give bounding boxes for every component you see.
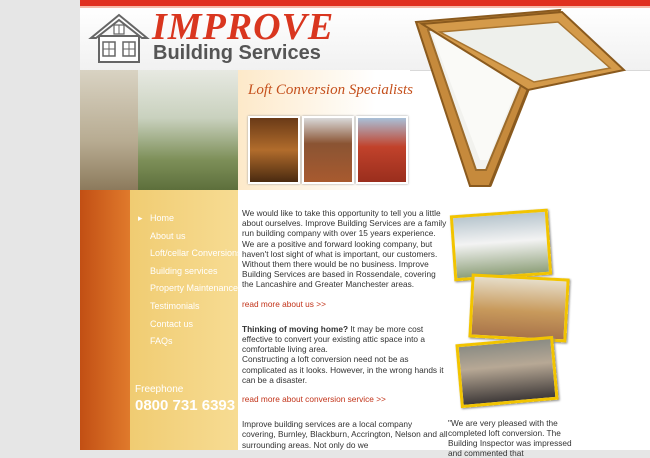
- moving-text: It may be more cost effective to convert your existing attic space into a comfortable living area.: [242, 323, 425, 355]
- nav-item-building-services[interactable]: Building services: [150, 265, 218, 276]
- tagline-band: [238, 70, 413, 190]
- testimonial-quote: "We are very pleased with the completed loft conversion. The Building Inspector was impressed and commented that: [448, 418, 572, 458]
- phone-number[interactable]: 0800 731 6393: [135, 397, 236, 414]
- coverage-text: Improve building services are a local company covering, Burnley, Blackburn, Accrington, Nelson and all surrounding areas. Not only do we: [242, 419, 448, 450]
- freephone-label: Freephone: [135, 384, 184, 395]
- staircase-photo: [468, 273, 569, 342]
- moving-text-2: Constructing a loft conversion need not be as complicated as it looks. However, in the wrong hands it can be a disaster.: [242, 354, 444, 385]
- nav-item-loft-cellar[interactable]: Loft/cellar Conversions: [150, 248, 242, 259]
- house-logo-icon[interactable]: [88, 12, 150, 66]
- main-content: [242, 208, 448, 450]
- loft-room-photo: [455, 336, 558, 408]
- brand-subtitle: Building Services: [153, 42, 321, 64]
- read-more-about-link[interactable]: read more about us >>: [242, 298, 326, 309]
- roof-window-image: [410, 10, 650, 190]
- nav-menu: [150, 212, 242, 353]
- nav-item-testimonials[interactable]: Testimonials: [150, 300, 200, 311]
- tagline: Loft Conversion Specialists: [248, 82, 413, 98]
- wooden-house-thumbnail[interactable]: [302, 116, 354, 184]
- roof-tiles-thumbnail[interactable]: [356, 116, 408, 184]
- garden-photo: [138, 70, 238, 190]
- loft-interior-photo: [80, 70, 138, 190]
- intro-text: We would like to take this opportunity to tell you a little about ourselves. Improve Building Services are a family run building company with over 15 years experience. We are a positive and forward looking company, but haven't lost sight of what is important, our customers. Without them there would be no business. Improve Building Services are based in Rossendale, covering the Lancashire and Greater Manchester areas.: [242, 208, 447, 290]
- nav-item-home[interactable]: ▸ Home: [150, 212, 242, 230]
- side-orange-bar: [80, 190, 130, 450]
- page: [80, 0, 650, 458]
- nav-item-contact[interactable]: Contact us: [150, 318, 194, 329]
- read-more-conversion-link[interactable]: read more about conversion service >>: [242, 394, 386, 405]
- moving-heading: Thinking of moving home?: [242, 323, 349, 334]
- nav-item-property-maintenance[interactable]: Property Maintenance: [150, 283, 239, 294]
- van-photo: [450, 209, 552, 282]
- nav-item-faqs[interactable]: FAQs: [150, 336, 173, 347]
- brand-title[interactable]: IMPROVE: [152, 6, 335, 48]
- kitchen-thumbnail[interactable]: [248, 116, 300, 184]
- nav-item-about[interactable]: About us: [150, 230, 186, 241]
- loft-photos: [80, 70, 238, 190]
